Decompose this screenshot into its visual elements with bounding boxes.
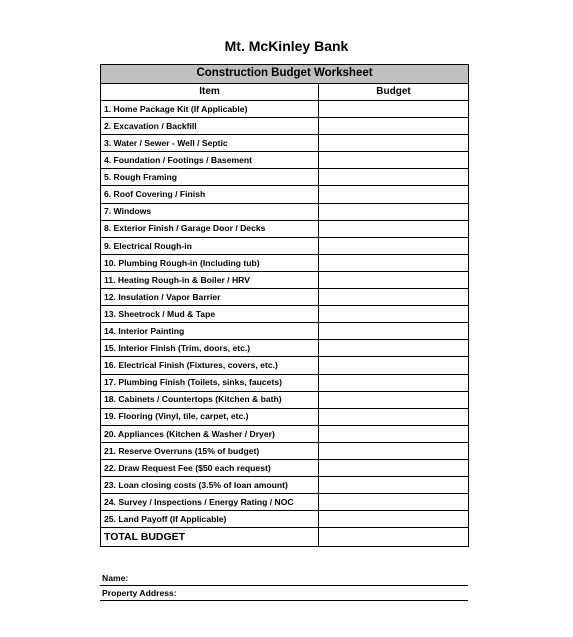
budget-amount-field[interactable]: [319, 254, 469, 271]
item-label: 15. Interior Finish (Trim, doors, etc.): [101, 340, 319, 357]
budget-amount-field[interactable]: [319, 169, 469, 186]
budget-amount-field[interactable]: [319, 306, 469, 323]
budget-worksheet-table: [100, 64, 469, 547]
budget-amount-field[interactable]: [319, 237, 469, 254]
budget-amount-field[interactable]: [319, 118, 469, 135]
item-label: 5. Rough Framing: [101, 169, 319, 186]
item-label: 8. Exterior Finish / Garage Door / Decks: [101, 220, 319, 237]
table-row: [101, 152, 469, 169]
item-label: 3. Water / Sewer - Well / Septic: [101, 135, 319, 152]
item-label: 21. Reserve Overruns (15% of budget): [101, 442, 319, 459]
item-label: 23. Loan closing costs (3.5% of loan amount): [101, 477, 319, 494]
item-label: 9. Electrical Rough-in: [101, 237, 319, 254]
table-row: [101, 186, 469, 203]
budget-amount-field[interactable]: [319, 494, 469, 511]
table-row: [101, 442, 469, 459]
item-label: 13. Sheetrock / Mud & Tape: [101, 306, 319, 323]
property-address-field-line[interactable]: [100, 588, 468, 601]
item-label: 16. Electrical Finish (Fixtures, covers, etc.): [101, 357, 319, 374]
budget-amount-field[interactable]: [319, 374, 469, 391]
budget-amount-field[interactable]: [319, 442, 469, 459]
table-row: [101, 357, 469, 374]
table-row: [101, 289, 469, 306]
budget-amount-field[interactable]: [319, 459, 469, 476]
column-header-item: Item: [101, 84, 319, 101]
item-label: 12. Insulation / Vapor Barrier: [101, 289, 319, 306]
item-label: 4. Foundation / Footings / Basement: [101, 152, 319, 169]
item-label: 22. Draw Request Fee ($50 each request): [101, 459, 319, 476]
table-row: [101, 459, 469, 476]
budget-amount-field[interactable]: [319, 408, 469, 425]
item-label: 24. Survey / Inspections / Energy Rating / NOC: [101, 494, 319, 511]
budget-amount-field[interactable]: [319, 135, 469, 152]
budget-amount-field[interactable]: [319, 323, 469, 340]
total-budget-label: TOTAL BUDGET: [101, 528, 319, 547]
table-row: [101, 408, 469, 425]
item-label: 20. Appliances (Kitchen & Washer / Dryer): [101, 425, 319, 442]
item-label: 11. Heating Rough-in & Boiler / HRV: [101, 271, 319, 288]
budget-amount-field[interactable]: [319, 477, 469, 494]
budget-amount-field[interactable]: [319, 289, 469, 306]
table-row: [101, 425, 469, 442]
budget-amount-field[interactable]: [319, 152, 469, 169]
budget-amount-field[interactable]: [319, 340, 469, 357]
budget-amount-field[interactable]: [319, 271, 469, 288]
item-label: 19. Flooring (Vinyl, tile, carpet, etc.): [101, 408, 319, 425]
item-label: 10. Plumbing Rough-in (Including tub): [101, 254, 319, 271]
item-label: 2. Excavation / Backfill: [101, 118, 319, 135]
table-row: [101, 135, 469, 152]
table-row: [101, 271, 469, 288]
table-row: [101, 323, 469, 340]
table-row: [101, 306, 469, 323]
budget-amount-field[interactable]: [319, 203, 469, 220]
budget-amount-field[interactable]: [319, 220, 469, 237]
table-row: [101, 391, 469, 408]
item-label: 7. Windows: [101, 203, 319, 220]
worksheet-title: Construction Budget Worksheet: [101, 65, 469, 84]
total-budget-field[interactable]: [319, 528, 469, 547]
item-rows: [101, 101, 469, 528]
item-label: 14. Interior Painting: [101, 323, 319, 340]
table-row: [101, 220, 469, 237]
table-row: [101, 254, 469, 271]
budget-amount-field[interactable]: [319, 511, 469, 528]
item-label: 1. Home Package Kit (If Applicable): [101, 101, 319, 118]
table-row: [101, 477, 469, 494]
name-field-line[interactable]: [100, 573, 468, 586]
name-label: Name:: [102, 573, 129, 583]
item-label: 25. Land Payoff (If Applicable): [101, 511, 319, 528]
item-label: 6. Roof Covering / Finish: [101, 186, 319, 203]
table-row: [101, 374, 469, 391]
bank-name-title: Mt. McKinley Bank: [224, 38, 349, 54]
table-row: [101, 237, 469, 254]
budget-amount-field[interactable]: [319, 425, 469, 442]
table-row: [101, 511, 469, 528]
budget-amount-field[interactable]: [319, 186, 469, 203]
column-header-budget: Budget: [319, 84, 469, 101]
item-label: 17. Plumbing Finish (Toilets, sinks, faucets): [101, 374, 319, 391]
table-row: [101, 203, 469, 220]
item-label: 18. Cabinets / Countertops (Kitchen & bath): [101, 391, 319, 408]
table-row: [101, 494, 469, 511]
table-row: [101, 118, 469, 135]
table-row: [101, 101, 469, 118]
property-address-label: Property Address:: [102, 588, 177, 598]
budget-amount-field[interactable]: [319, 357, 469, 374]
budget-amount-field[interactable]: [319, 101, 469, 118]
table-row: [101, 169, 469, 186]
budget-amount-field[interactable]: [319, 391, 469, 408]
table-row: [101, 340, 469, 357]
